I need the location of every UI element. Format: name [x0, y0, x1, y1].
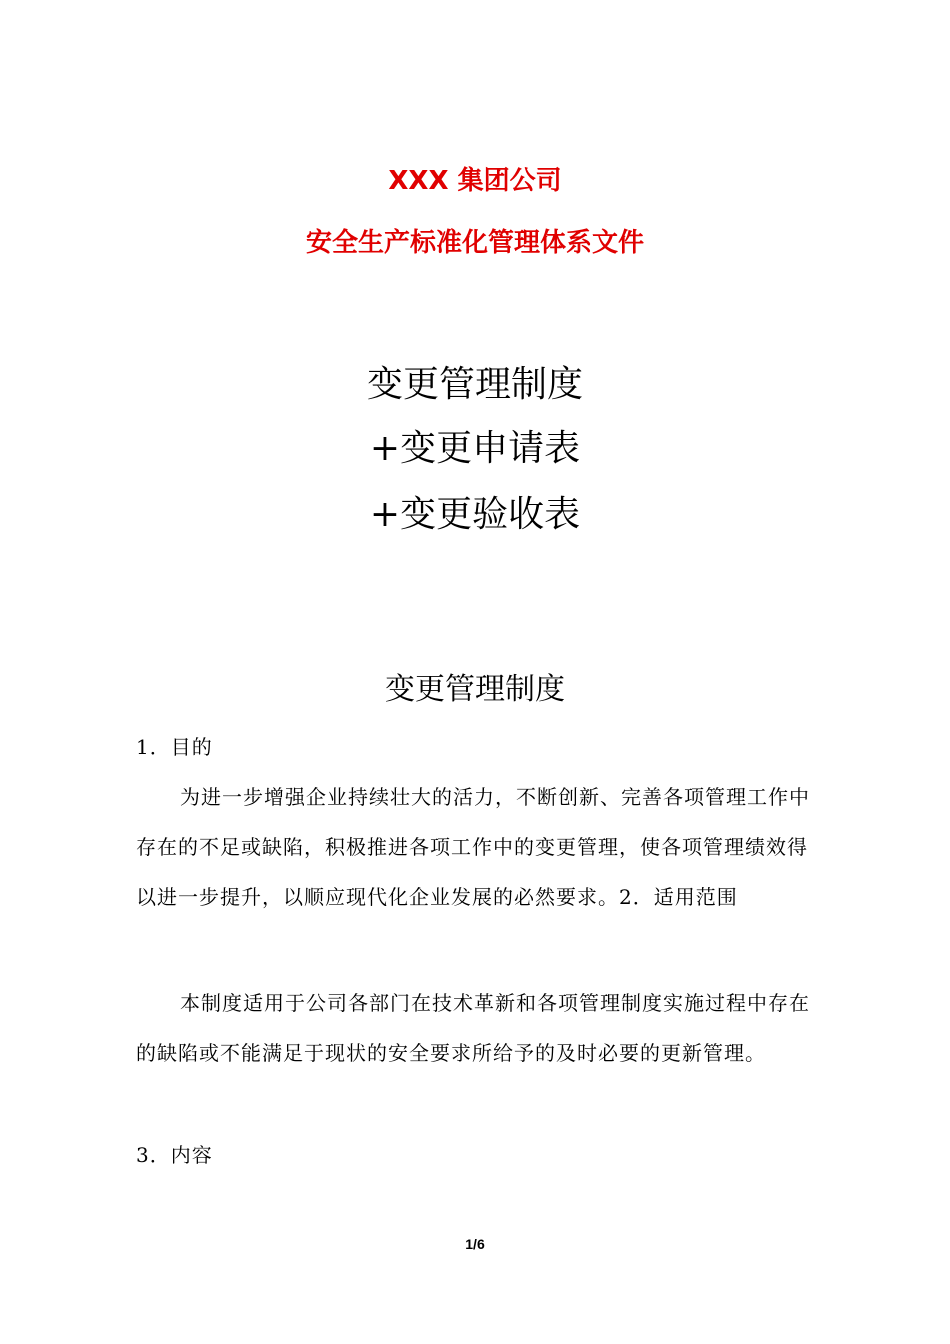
document-title-line-1: 变更管理制度: [366, 364, 583, 405]
paragraph-scope: 本制度适用于公司各部门在技术革新和各项管理制度实施过程中存在的缺陷或不能满足于现状的安全要求所给予的及时必要的更新管理。: [136, 991, 810, 1065]
document-title-line-2: +变更申请表: [369, 428, 581, 469]
company-name: XXX 集团公司: [388, 166, 562, 196]
document-system-title: 安全生产标准化管理体系文件: [305, 228, 644, 258]
section-title: 变更管理制度: [385, 672, 565, 707]
paragraph-purpose: 为进一步增强企业持续壮大的活力，不断创新、完善各项管理工作中存在的不足或缺陷，积极推进各项工作中的变更管理，使各项管理绩效得以进一步提升，以顺应现代化企业发展的必然要求。2．适用范围: [136, 785, 810, 909]
heading-purpose: 1．目的: [136, 735, 213, 759]
page-number: 1/6: [465, 1236, 485, 1252]
document-title-line-3: +变更验收表: [369, 494, 581, 535]
heading-content: 3．内容: [136, 1143, 213, 1167]
